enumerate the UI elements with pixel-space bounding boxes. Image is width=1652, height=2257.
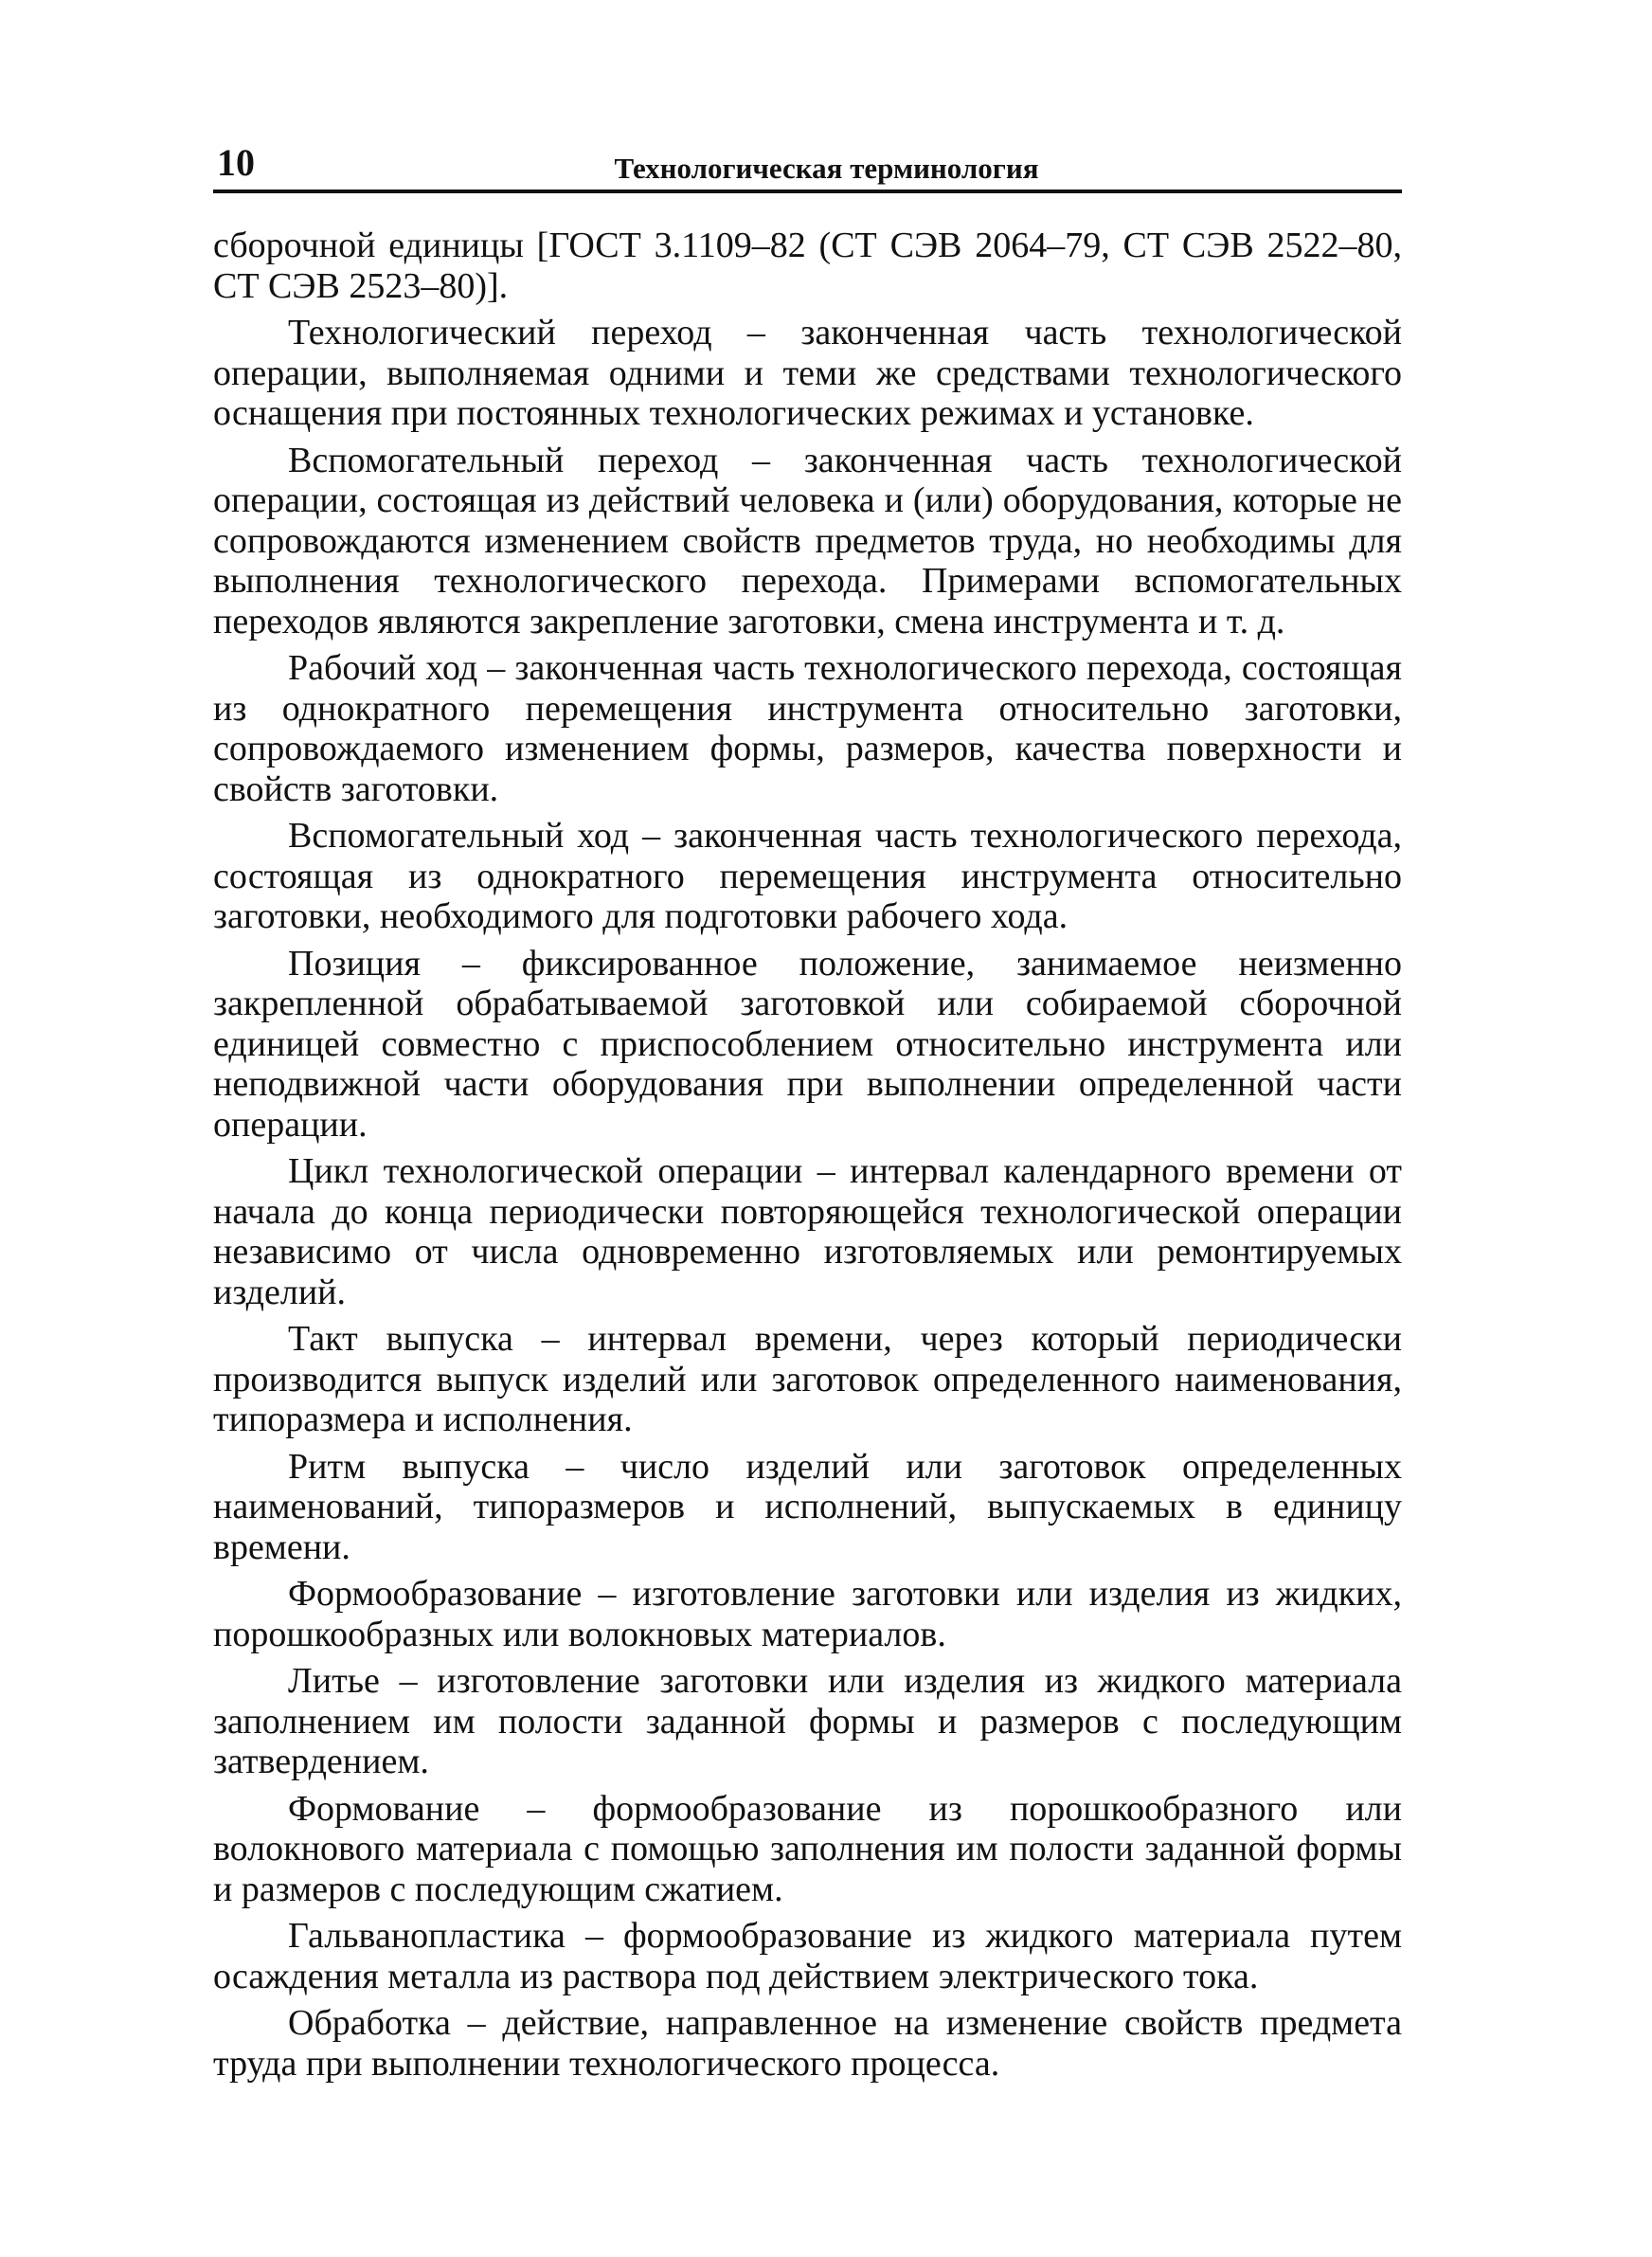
definition-casting: Литье – изготовление заготовки или изделия из жидкого материала заполнением им полости заданной формы и размеров с последующим затвердением. xyxy=(213,1661,1402,1781)
definition-release-rhythm: Ритм выпуска – число изделий или заготовок определенных наименований, типоразмеров и исполнений, выпускаемых в единицу времени. xyxy=(213,1446,1402,1567)
definition-technological-transition: Технологический переход – законченная часть технологической операции, выполняемая одними и теми же средствами технологического оснащения при постоянных технологических режимах и установке. xyxy=(213,313,1402,433)
definition-operation-cycle: Цикл технологической операции – интервал календарного времени от начала до конца периодически повторяющейся технологической операции независимо от числа одновременно изготовляемых или ремонтируемых изделий. xyxy=(213,1151,1402,1312)
page-number: 10 xyxy=(217,141,255,184)
document-page xyxy=(213,142,1402,2090)
definition-processing: Обработка – действие, направленное на изменение свойств предмета труда при выполнении технологического процесса. xyxy=(213,2003,1402,2084)
definition-electroforming: Гальванопластика – формообразование из жидкого материала путем осаждения металла из раствора под действием электрического тока. xyxy=(213,1916,1402,1996)
definition-auxiliary-transition: Вспомогательный переход – законченная часть технологической операции, состоящая из действий человека и (или) оборудования, которые не сопровождаются изменением свойств предметов труда, но необходимы для выполнения технологического перехода. Примерами вспомогательных переходов являются закрепление заготовки, смена инструмента и т. д. xyxy=(213,440,1402,641)
definition-position: Позиция – фиксированное положение, занимаемое неизменно закрепленной обрабатываемой заготовкой или собираемой сборочной единицей совместно с приспособлением относительно инструмента или неподвижной части оборудования при выполнении определенной части операции. xyxy=(213,943,1402,1145)
definition-auxiliary-stroke: Вспомогательный ход – законченная часть технологического перехода, состоящая из однократного перемещения инструмента относительно заготовки, необходимого для подготовки рабочего хода. xyxy=(213,816,1402,936)
paragraph-continuation: сборочной единицы [ГОСТ 3.1109–82 (СТ СЭВ 2064–79, СТ СЭВ 2522–80, СТ СЭВ 2523–80)]. xyxy=(213,226,1402,306)
definition-moulding: Формование – формообразование из порошкообразного или волокнового материала с помощью заполнения им полости заданной формы и размеров с последующим сжатием. xyxy=(213,1788,1402,1909)
running-title: Технологическая терминология xyxy=(614,152,1039,185)
definition-shaping: Формообразование – изготовление заготовки или изделия из жидких, порошкообразных или волокновых материалов. xyxy=(213,1574,1402,1654)
definition-release-tact: Такт выпуска – интервал времени, через который периодически производится выпуск изделий или заготовок определенного наименования, типоразмера и исполнения. xyxy=(213,1319,1402,1439)
body-text xyxy=(213,226,1402,2084)
definition-working-stroke: Рабочий ход – законченная часть технологического перехода, состоящая из однократного перемещения инструмента относительно заготовки, сопровождаемого изменением формы, размеров, качества поверхности и свойств заготовки. xyxy=(213,648,1402,809)
page-header xyxy=(213,142,1402,193)
